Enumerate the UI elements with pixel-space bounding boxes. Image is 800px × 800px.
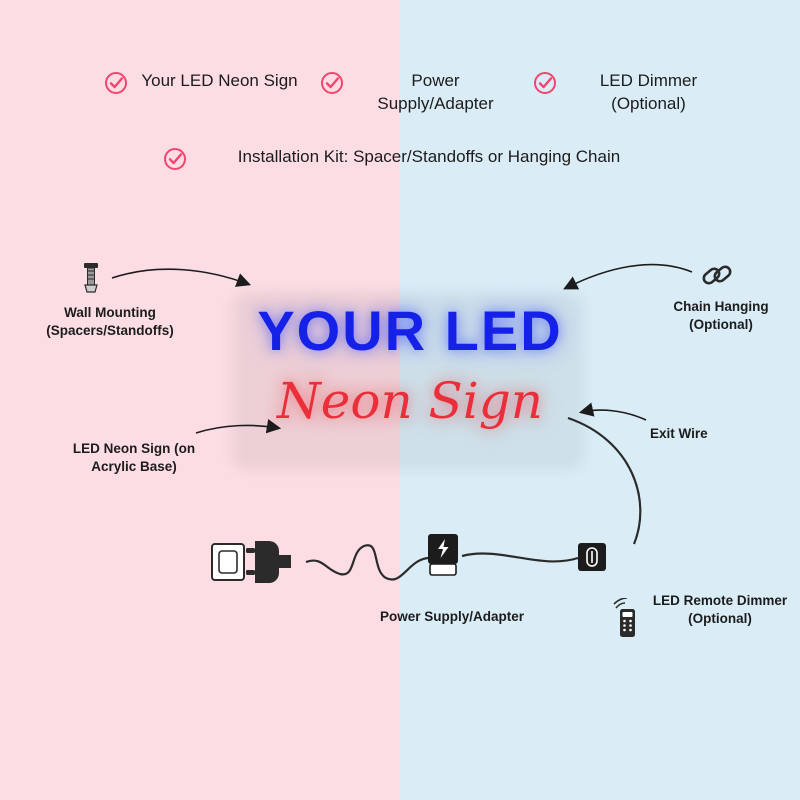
screw-icon — [78, 262, 104, 301]
check-circle-icon — [163, 147, 187, 171]
label-chain-hanging: Chain Hanging (Optional) — [673, 299, 769, 332]
check-circle-icon — [104, 71, 128, 95]
check-circle-icon — [320, 71, 344, 95]
label-power-supply: Power Supply/Adapter — [379, 609, 525, 624]
checklist-label: Your LED Neon Sign — [141, 71, 298, 90]
label-led-neon-sign: LED Neon Sign (on Acrylic Base) — [72, 441, 196, 474]
chain-link-icon — [700, 258, 734, 297]
neon-sign-line-2: Neon Sign — [277, 372, 543, 430]
checklist-label: Power Supply/Adapter — [377, 71, 494, 113]
checklist-item-led-dimmer — [533, 70, 733, 116]
check-circle-icon — [533, 71, 557, 95]
neon-sign-line-1: YOUR LED — [257, 299, 563, 362]
checklist-item-neon-sign — [104, 70, 304, 95]
remote-control-icon — [612, 598, 642, 645]
checklist-item-power-supply — [320, 70, 520, 116]
checklist-label: LED Dimmer (Optional) — [599, 71, 698, 113]
label-remote-dimmer: LED Remote Dimmer (Optional) — [652, 593, 788, 626]
label-exit-wire: Exit Wire — [650, 426, 708, 441]
label-wall-mounting: Wall Mounting (Spacers/Standoffs) — [46, 305, 174, 338]
checklist-item-installation-kit — [163, 146, 663, 171]
checklist-label: Installation Kit: Spacer/Standoffs or Hanging Chain — [237, 147, 621, 166]
